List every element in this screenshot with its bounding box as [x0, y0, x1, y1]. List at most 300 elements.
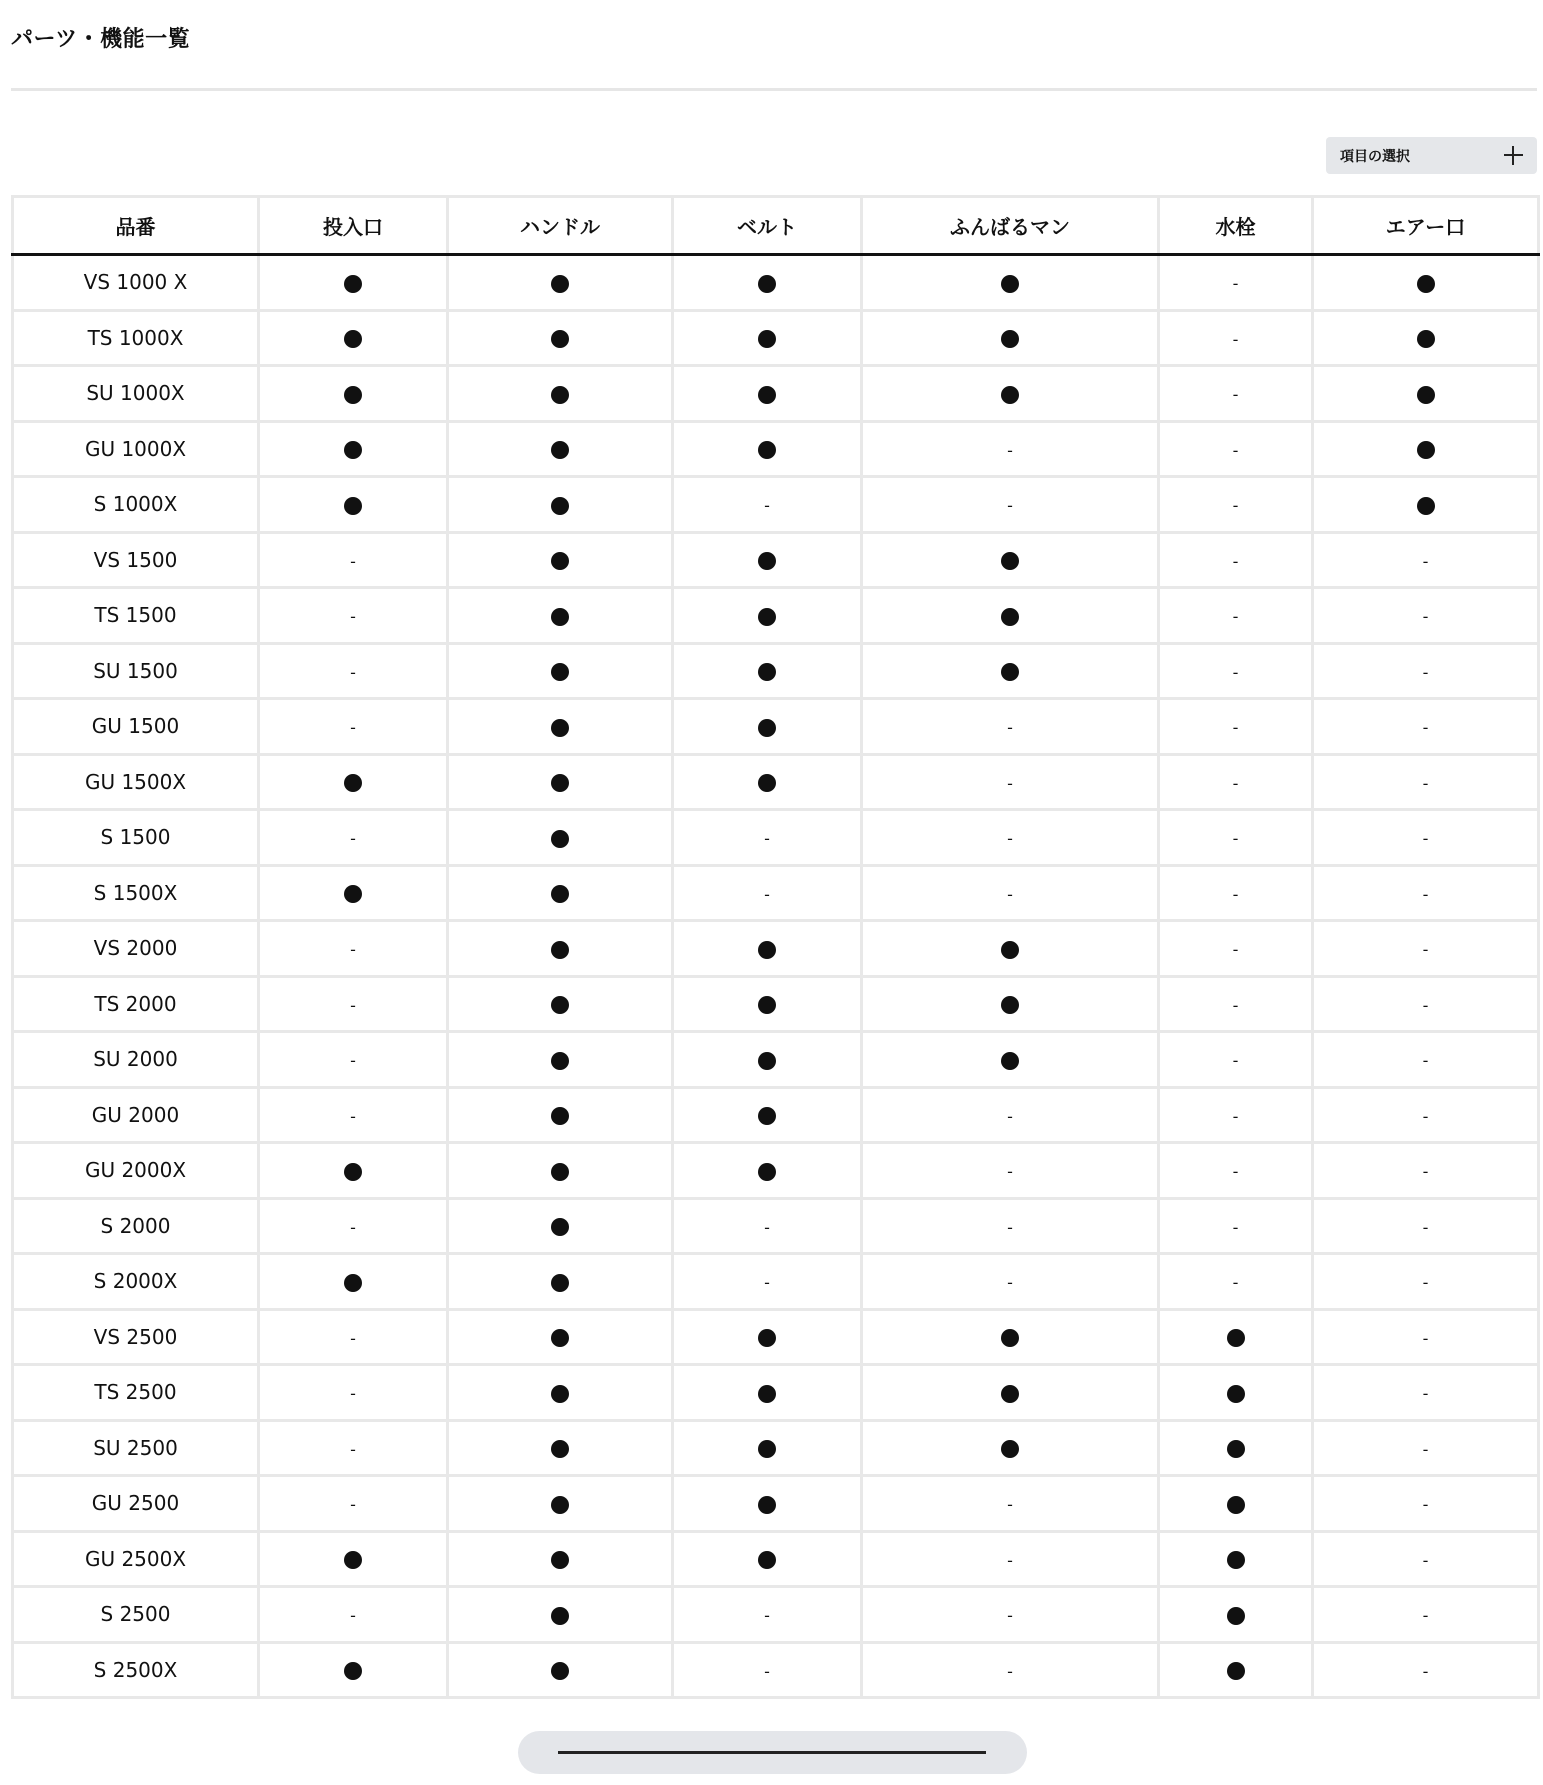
table-row — [13, 1476, 1539, 1532]
feature-cell — [259, 1476, 448, 1532]
available-dot-icon — [551, 1496, 569, 1514]
model-number-cell: GU 2000 — [13, 1087, 259, 1143]
not-available-dash: - — [1232, 1217, 1239, 1237]
feature-cell — [673, 976, 862, 1032]
table-row — [13, 1365, 1539, 1421]
feature-cell — [448, 1420, 673, 1476]
model-number-cell: TS 1500 — [13, 588, 259, 644]
select-items-button[interactable] — [1326, 137, 1537, 174]
table-header-row — [13, 197, 1539, 255]
feature-cell — [673, 865, 862, 921]
feature-cell — [862, 865, 1159, 921]
feature-cell — [1313, 1365, 1539, 1421]
available-dot-icon — [1227, 1385, 1245, 1403]
available-dot-icon — [758, 1107, 776, 1125]
feature-cell — [862, 1365, 1159, 1421]
feature-cell — [259, 366, 448, 422]
available-dot-icon — [551, 941, 569, 959]
available-dot-icon — [1001, 386, 1019, 404]
feature-cell — [448, 921, 673, 977]
feature-cell — [259, 532, 448, 588]
available-dot-icon — [758, 663, 776, 681]
available-dot-icon — [758, 1163, 776, 1181]
feature-cell — [862, 643, 1159, 699]
feature-cell — [862, 921, 1159, 977]
feature-cell — [448, 976, 673, 1032]
feature-cell — [448, 1143, 673, 1199]
feature-cell — [448, 754, 673, 810]
not-available-dash: - — [764, 1661, 770, 1681]
model-number-cell: SU 2500 — [13, 1420, 259, 1476]
not-available-dash: - — [764, 829, 770, 849]
feature-cell — [1313, 810, 1539, 866]
available-dot-icon — [551, 1274, 569, 1292]
feature-cell — [259, 1032, 448, 1088]
available-dot-icon — [1227, 1496, 1245, 1514]
feature-cell — [673, 1198, 862, 1254]
feature-cell — [1159, 1642, 1313, 1698]
available-dot-icon — [551, 885, 569, 903]
feature-cell — [1313, 1087, 1539, 1143]
not-available-dash: - — [1422, 1384, 1429, 1404]
model-number-cell: VS 1500 — [13, 532, 259, 588]
feature-cell — [1313, 1032, 1539, 1088]
feature-cell — [448, 699, 673, 755]
available-dot-icon — [1417, 275, 1435, 293]
not-available-dash: - — [350, 1384, 356, 1404]
not-available-dash: - — [1422, 1106, 1429, 1126]
feature-cell — [862, 1642, 1159, 1698]
not-available-dash: - — [350, 1606, 356, 1626]
feature-cell — [673, 1476, 862, 1532]
not-available-dash: - — [1232, 884, 1239, 904]
available-dot-icon — [551, 1662, 569, 1680]
available-dot-icon — [1001, 1329, 1019, 1347]
select-items-label: 項目の選択 — [1340, 148, 1410, 165]
available-dot-icon — [758, 774, 776, 792]
feature-cell — [259, 1420, 448, 1476]
model-number-cell: TS 2000 — [13, 976, 259, 1032]
feature-cell — [1159, 976, 1313, 1032]
not-available-dash: - — [764, 1217, 770, 1237]
available-dot-icon — [1001, 275, 1019, 293]
available-dot-icon — [1001, 996, 1019, 1014]
feature-cell — [673, 1420, 862, 1476]
feature-cell — [862, 1309, 1159, 1365]
plus-icon — [1504, 146, 1523, 165]
table-row — [13, 976, 1539, 1032]
feature-cell — [1159, 1309, 1313, 1365]
model-number-cell: GU 1500 — [13, 699, 259, 755]
not-available-dash: - — [1232, 329, 1239, 349]
feature-cell — [1313, 1143, 1539, 1199]
feature-cell — [673, 643, 862, 699]
scrollbar-thumb[interactable] — [558, 1751, 986, 1754]
available-dot-icon — [1417, 497, 1435, 515]
feature-cell — [448, 477, 673, 533]
available-dot-icon — [758, 275, 776, 293]
feature-cell — [862, 754, 1159, 810]
available-dot-icon — [551, 330, 569, 348]
not-available-dash: - — [350, 995, 356, 1015]
not-available-dash: - — [1007, 718, 1013, 738]
available-dot-icon — [551, 441, 569, 459]
not-available-dash: - — [764, 884, 770, 904]
feature-cell — [1313, 1587, 1539, 1643]
table-row — [13, 1531, 1539, 1587]
feature-cell — [259, 477, 448, 533]
available-dot-icon — [758, 1329, 776, 1347]
feature-cell — [1159, 477, 1313, 533]
feature-cell — [448, 366, 673, 422]
not-available-dash: - — [1232, 1051, 1239, 1071]
available-dot-icon — [344, 330, 362, 348]
not-available-dash: - — [350, 718, 356, 738]
feature-cell — [862, 421, 1159, 477]
available-dot-icon — [344, 1274, 362, 1292]
available-dot-icon — [551, 1329, 569, 1347]
table-row — [13, 754, 1539, 810]
feature-cell — [862, 810, 1159, 866]
not-available-dash: - — [350, 662, 356, 682]
feature-cell — [448, 1032, 673, 1088]
feature-cell — [673, 366, 862, 422]
table-row — [13, 421, 1539, 477]
not-available-dash: - — [1422, 1162, 1429, 1182]
available-dot-icon — [551, 552, 569, 570]
not-available-dash: - — [1007, 829, 1013, 849]
not-available-dash: - — [350, 1051, 356, 1071]
feature-cell — [259, 1365, 448, 1421]
model-number-cell: S 2500X — [13, 1642, 259, 1698]
not-available-dash: - — [1422, 1439, 1429, 1459]
feature-cell — [673, 921, 862, 977]
feature-cell — [1159, 865, 1313, 921]
feature-cell — [1159, 532, 1313, 588]
available-dot-icon — [1227, 1440, 1245, 1458]
model-number-cell: GU 2500 — [13, 1476, 259, 1532]
feature-cell — [1159, 1420, 1313, 1476]
feature-cell — [1159, 810, 1313, 866]
feature-cell — [1313, 366, 1539, 422]
available-dot-icon — [758, 441, 776, 459]
not-available-dash: - — [764, 1273, 770, 1293]
feature-cell — [259, 1309, 448, 1365]
available-dot-icon — [1417, 441, 1435, 459]
feature-cell — [862, 1587, 1159, 1643]
table-row — [13, 588, 1539, 644]
feature-cell — [448, 421, 673, 477]
available-dot-icon — [758, 1385, 776, 1403]
available-dot-icon — [344, 885, 362, 903]
table-row — [13, 865, 1539, 921]
column-header-funbaruman: ふんばるマン — [862, 197, 1159, 255]
feature-cell — [259, 1642, 448, 1698]
feature-cell — [1159, 1365, 1313, 1421]
feature-cell — [1313, 921, 1539, 977]
feature-cell — [259, 1087, 448, 1143]
feature-cell — [448, 588, 673, 644]
table-body — [13, 255, 1539, 1698]
model-number-cell: S 2500 — [13, 1587, 259, 1643]
table-row — [13, 699, 1539, 755]
feature-cell — [862, 1198, 1159, 1254]
feature-cell — [448, 1642, 673, 1698]
model-number-cell: GU 2500X — [13, 1531, 259, 1587]
available-dot-icon — [758, 1496, 776, 1514]
feature-cell — [862, 1420, 1159, 1476]
not-available-dash: - — [350, 940, 356, 960]
not-available-dash: - — [1007, 496, 1013, 516]
feature-cell — [862, 1087, 1159, 1143]
available-dot-icon — [344, 774, 362, 792]
feature-cell — [259, 255, 448, 311]
not-available-dash: - — [1232, 274, 1239, 294]
feature-cell — [673, 310, 862, 366]
not-available-dash: - — [1007, 1606, 1013, 1626]
feature-cell — [1313, 255, 1539, 311]
model-number-cell: GU 1500X — [13, 754, 259, 810]
not-available-dash: - — [1232, 1106, 1239, 1126]
not-available-dash: - — [1422, 662, 1429, 682]
available-dot-icon — [551, 1440, 569, 1458]
available-dot-icon — [551, 1218, 569, 1236]
feature-cell — [259, 310, 448, 366]
feature-cell — [1313, 421, 1539, 477]
feature-cell — [862, 310, 1159, 366]
available-dot-icon — [1001, 608, 1019, 626]
not-available-dash: - — [1232, 773, 1239, 793]
feature-cell — [1313, 1531, 1539, 1587]
table-row — [13, 921, 1539, 977]
feature-cell — [1313, 1254, 1539, 1310]
feature-cell — [862, 1143, 1159, 1199]
feature-cell — [673, 1254, 862, 1310]
available-dot-icon — [758, 1440, 776, 1458]
not-available-dash: - — [1422, 1606, 1429, 1626]
feature-cell — [673, 754, 862, 810]
not-available-dash: - — [1232, 718, 1239, 738]
not-available-dash: - — [1232, 496, 1239, 516]
not-available-dash: - — [1422, 1051, 1429, 1071]
not-available-dash: - — [1007, 1273, 1013, 1293]
feature-cell — [1159, 1254, 1313, 1310]
not-available-dash: - — [350, 1495, 356, 1515]
feature-cell — [259, 865, 448, 921]
feature-cell — [862, 1531, 1159, 1587]
available-dot-icon — [551, 1607, 569, 1625]
not-available-dash: - — [1232, 385, 1239, 405]
feature-cell — [448, 865, 673, 921]
parts-feature-table — [11, 195, 1540, 1699]
not-available-dash: - — [1232, 440, 1239, 460]
available-dot-icon — [551, 1385, 569, 1403]
feature-cell — [448, 1476, 673, 1532]
table-row — [13, 1420, 1539, 1476]
not-available-dash: - — [350, 1439, 356, 1459]
available-dot-icon — [551, 1052, 569, 1070]
available-dot-icon — [758, 608, 776, 626]
model-number-cell: GU 2000X — [13, 1143, 259, 1199]
model-number-cell: SU 1500 — [13, 643, 259, 699]
not-available-dash: - — [1007, 1661, 1013, 1681]
feature-cell — [1313, 1476, 1539, 1532]
feature-cell — [673, 1143, 862, 1199]
model-number-cell: SU 1000X — [13, 366, 259, 422]
column-header-belt: ベルト — [673, 197, 862, 255]
feature-cell — [448, 1087, 673, 1143]
column-header-air-port: エアー口 — [1313, 197, 1539, 255]
feature-cell — [673, 477, 862, 533]
feature-cell — [862, 477, 1159, 533]
not-available-dash: - — [1422, 607, 1429, 627]
feature-cell — [673, 532, 862, 588]
not-available-dash: - — [1422, 1550, 1429, 1570]
feature-cell — [259, 976, 448, 1032]
feature-cell — [1159, 699, 1313, 755]
feature-cell — [259, 1198, 448, 1254]
feature-cell — [1159, 588, 1313, 644]
feature-cell — [1159, 1198, 1313, 1254]
available-dot-icon — [344, 1551, 362, 1569]
feature-cell — [673, 1587, 862, 1643]
model-number-cell: S 1000X — [13, 477, 259, 533]
feature-cell — [448, 1198, 673, 1254]
feature-cell — [259, 643, 448, 699]
not-available-dash: - — [1422, 1217, 1429, 1237]
available-dot-icon — [551, 497, 569, 515]
available-dot-icon — [344, 1662, 362, 1680]
feature-cell — [448, 643, 673, 699]
not-available-dash: - — [1007, 1162, 1013, 1182]
feature-cell — [673, 421, 862, 477]
available-dot-icon — [758, 1052, 776, 1070]
feature-cell — [1313, 1420, 1539, 1476]
available-dot-icon — [1227, 1329, 1245, 1347]
feature-cell — [1313, 754, 1539, 810]
not-available-dash: - — [1007, 884, 1013, 904]
model-number-cell: VS 2500 — [13, 1309, 259, 1365]
model-number-cell: GU 1000X — [13, 421, 259, 477]
not-available-dash: - — [350, 829, 356, 849]
horizontal-scrollbar[interactable] — [518, 1731, 1027, 1774]
not-available-dash: - — [1007, 773, 1013, 793]
feature-cell — [1159, 1143, 1313, 1199]
not-available-dash: - — [1422, 718, 1429, 738]
feature-cell — [448, 1254, 673, 1310]
not-available-dash: - — [1422, 1328, 1429, 1348]
table-row — [13, 810, 1539, 866]
not-available-dash: - — [350, 1106, 356, 1126]
not-available-dash: - — [1232, 1273, 1239, 1293]
feature-cell — [1313, 588, 1539, 644]
not-available-dash: - — [1422, 940, 1429, 960]
not-available-dash: - — [1232, 662, 1239, 682]
feature-cell — [1313, 532, 1539, 588]
available-dot-icon — [1227, 1607, 1245, 1625]
not-available-dash: - — [1232, 1162, 1239, 1182]
available-dot-icon — [758, 941, 776, 959]
feature-cell — [1313, 1309, 1539, 1365]
table-row — [13, 1254, 1539, 1310]
feature-cell — [1313, 865, 1539, 921]
not-available-dash: - — [350, 1217, 356, 1237]
page-title: パーツ・機能一覧 — [11, 27, 191, 52]
available-dot-icon — [1417, 386, 1435, 404]
feature-cell — [259, 921, 448, 977]
not-available-dash: - — [1422, 829, 1429, 849]
feature-cell — [259, 699, 448, 755]
feature-cell — [1159, 366, 1313, 422]
available-dot-icon — [551, 1107, 569, 1125]
feature-cell — [448, 532, 673, 588]
available-dot-icon — [344, 1163, 362, 1181]
table-row — [13, 1587, 1539, 1643]
table-row — [13, 477, 1539, 533]
feature-cell — [259, 1143, 448, 1199]
available-dot-icon — [1001, 552, 1019, 570]
model-number-cell: S 2000 — [13, 1198, 259, 1254]
feature-cell — [1159, 754, 1313, 810]
available-dot-icon — [758, 330, 776, 348]
feature-cell — [862, 699, 1159, 755]
feature-cell — [1313, 1198, 1539, 1254]
feature-cell — [1159, 1476, 1313, 1532]
feature-cell — [259, 588, 448, 644]
not-available-dash: - — [350, 551, 356, 571]
feature-cell — [673, 699, 862, 755]
not-available-dash: - — [1232, 940, 1239, 960]
feature-cell — [673, 1309, 862, 1365]
feature-cell — [1159, 1087, 1313, 1143]
not-available-dash: - — [1232, 607, 1239, 627]
table-row — [13, 366, 1539, 422]
feature-cell — [448, 1531, 673, 1587]
feature-cell — [862, 255, 1159, 311]
feature-cell — [448, 810, 673, 866]
feature-cell — [448, 1587, 673, 1643]
feature-cell — [1159, 421, 1313, 477]
feature-cell — [1159, 310, 1313, 366]
available-dot-icon — [551, 830, 569, 848]
feature-cell — [1159, 643, 1313, 699]
available-dot-icon — [551, 1551, 569, 1569]
feature-cell — [259, 1254, 448, 1310]
feature-cell — [1313, 699, 1539, 755]
model-number-cell: VS 2000 — [13, 921, 259, 977]
feature-cell — [259, 1531, 448, 1587]
table-row — [13, 1309, 1539, 1365]
feature-cell — [1159, 1587, 1313, 1643]
title-divider — [11, 88, 1537, 91]
feature-cell — [1313, 643, 1539, 699]
feature-cell — [673, 1032, 862, 1088]
not-available-dash: - — [1422, 551, 1429, 571]
table-row — [13, 1143, 1539, 1199]
available-dot-icon — [1001, 941, 1019, 959]
not-available-dash: - — [1232, 829, 1239, 849]
available-dot-icon — [344, 441, 362, 459]
not-available-dash: - — [1422, 995, 1429, 1015]
available-dot-icon — [551, 386, 569, 404]
table-row — [13, 1032, 1539, 1088]
feature-cell — [1313, 310, 1539, 366]
available-dot-icon — [551, 996, 569, 1014]
available-dot-icon — [344, 275, 362, 293]
available-dot-icon — [551, 774, 569, 792]
available-dot-icon — [551, 719, 569, 737]
column-header-faucet: 水栓 — [1159, 197, 1313, 255]
